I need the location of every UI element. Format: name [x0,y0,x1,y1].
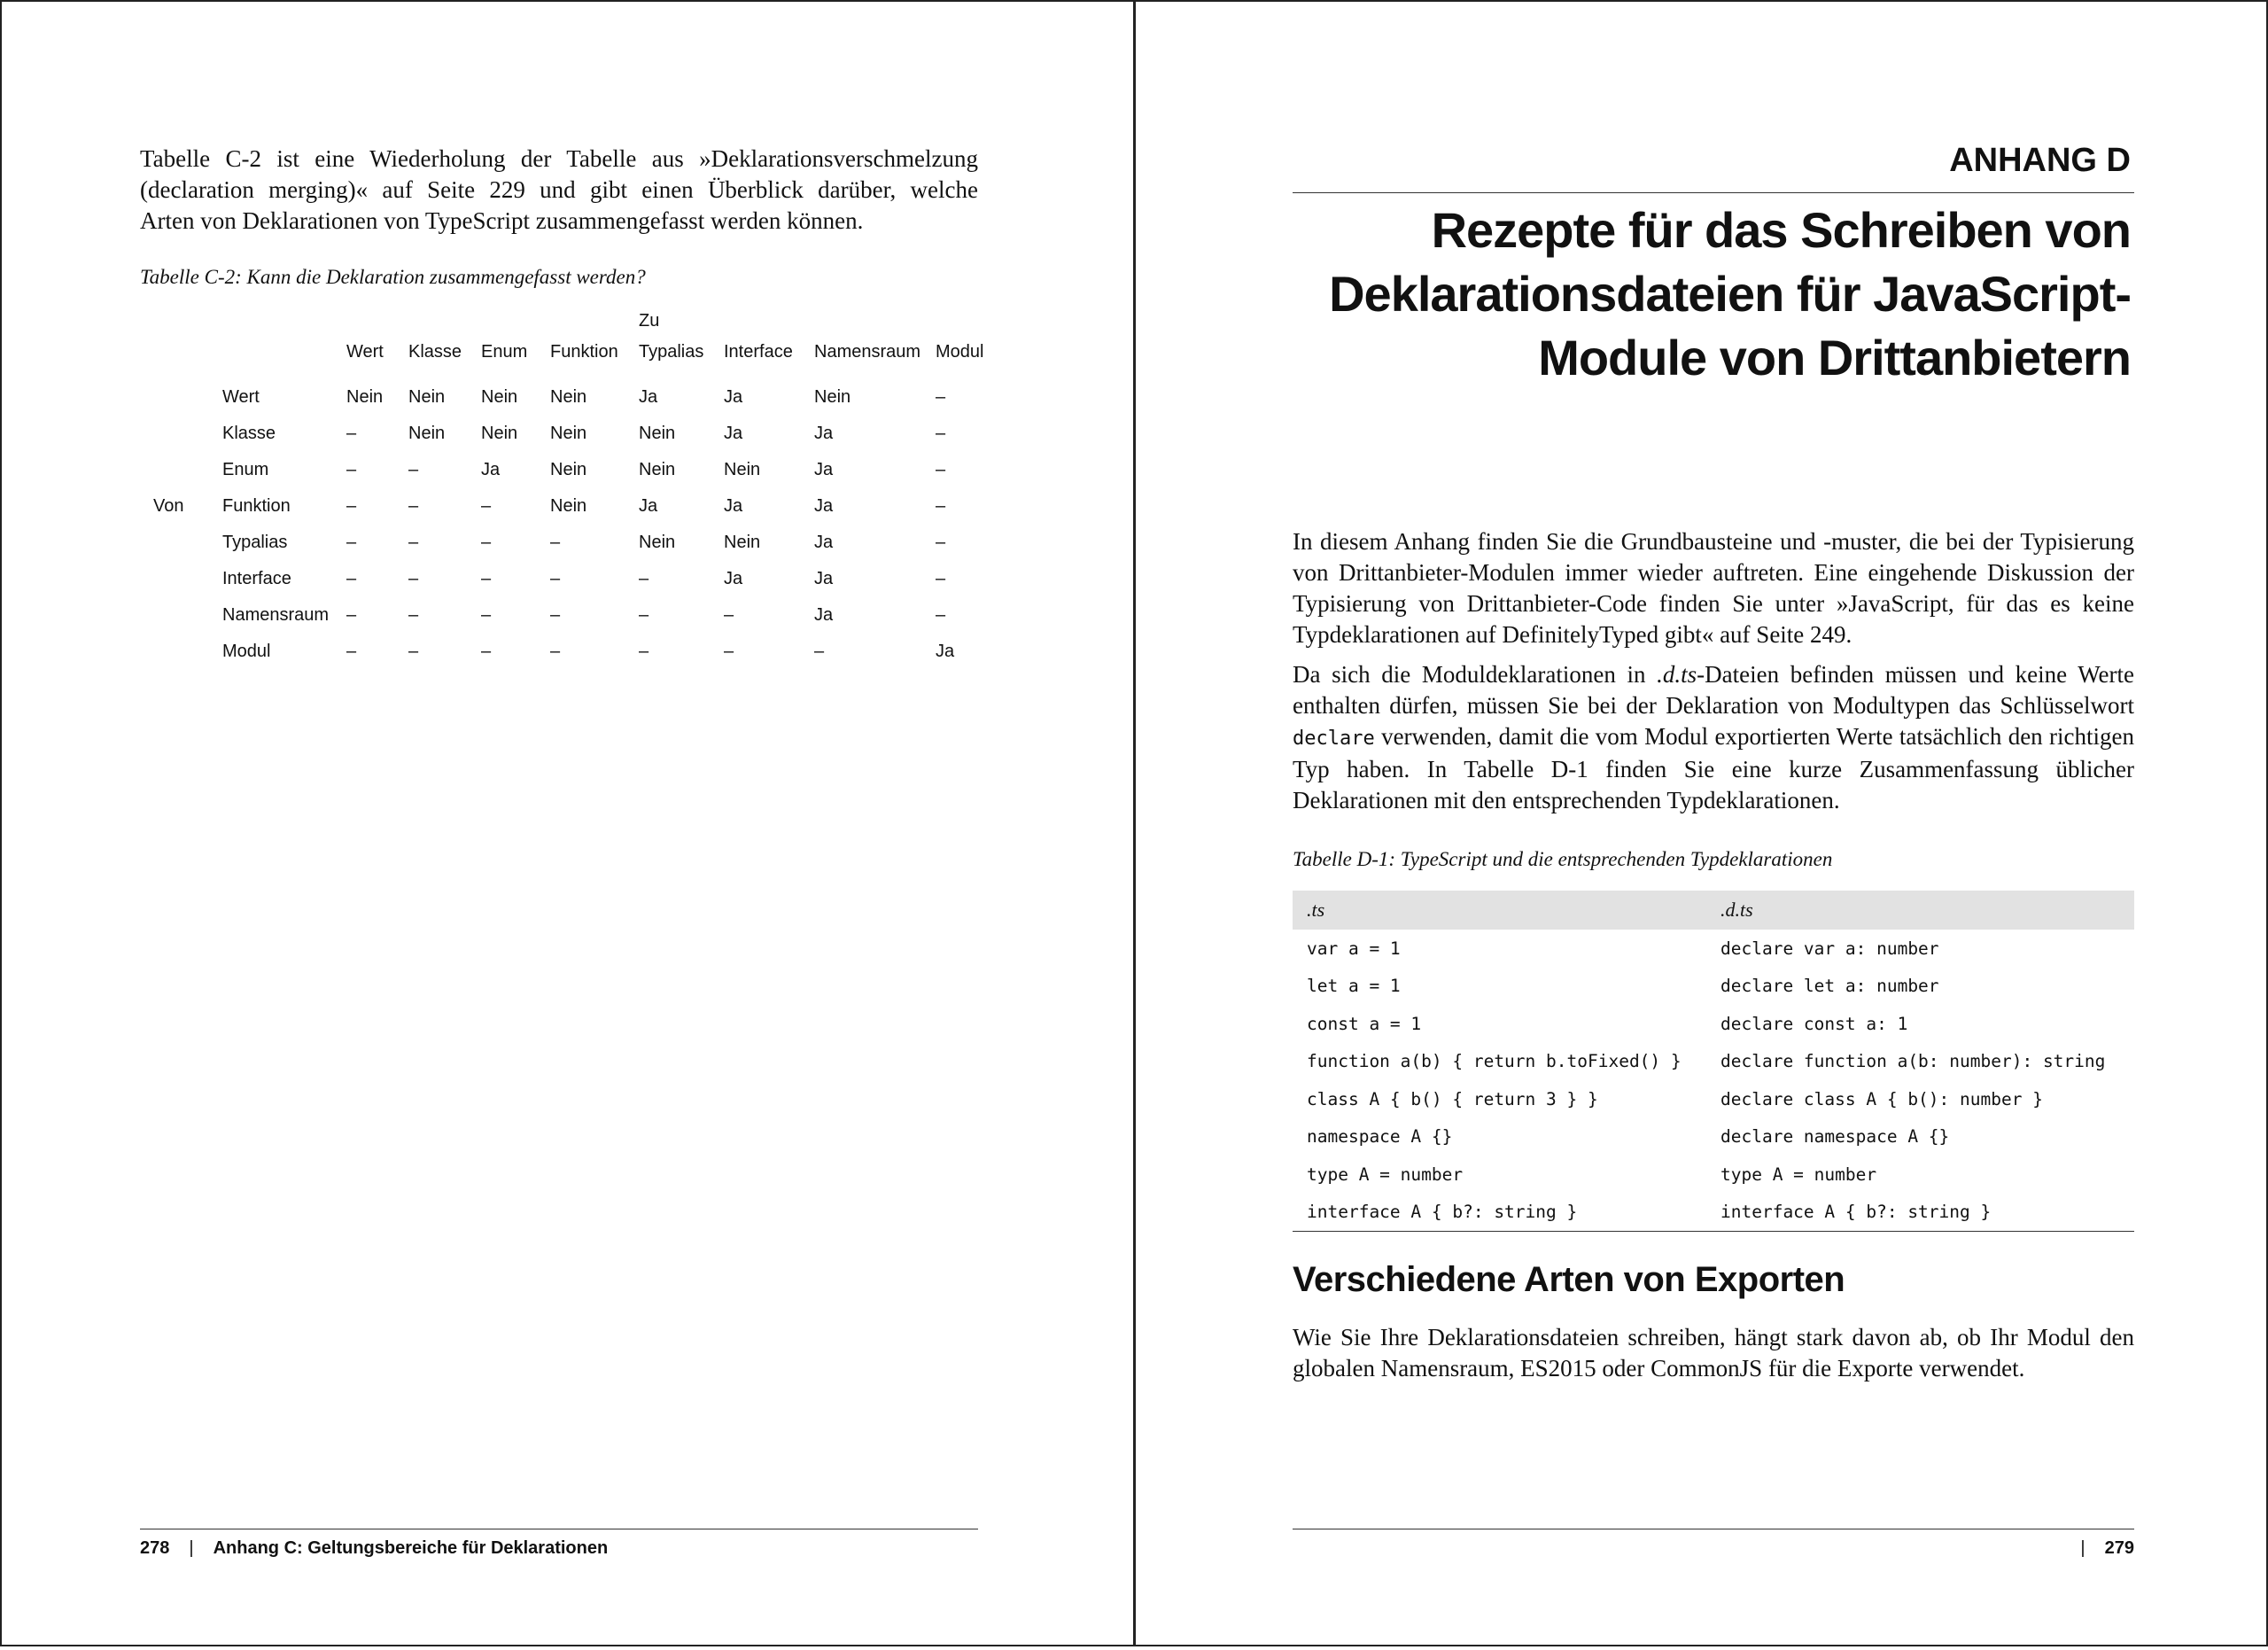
dts-code-cell: declare var a: number [1720,938,1939,959]
table-row [1293,1156,2134,1194]
ts-code-cell: interface A { b?: string } [1307,1202,1578,1223]
header-cell: Modul [936,342,984,362]
body-paragraph-1: In diesem Anhang finden Sie die Grundbausteine und -muster, die bei der Typisierung von Drittanbieter-Modulen immer wieder auftreten. Eine eingehende Diskussion der Typisierung von Drittanbieter-Code finden Sie unter »JavaScript, für das es keine Typdeklarationen auf DefinitelyTyped gibt« auf Seite 249. [1293,528,2134,648]
section-paragraph-wrap [1293,1322,2134,1384]
dts-code-cell: declare const a: 1 [1720,1013,1908,1034]
ts-code-cell: var a = 1 [1307,938,1401,959]
table-cell: – [408,605,419,625]
para2-text: Da sich die Moduldeklarationen in [1293,661,1658,688]
ts-code-cell: let a = 1 [1307,976,1401,997]
dts-code-cell: interface A { b?: string } [1720,1202,1992,1223]
table-c2-caption: Tabelle C-2: Kann die Deklaration zusammengefasst werden? [140,266,646,288]
right-body [1293,526,2134,825]
table-cell: Nein [639,424,676,443]
intro-paragraph [140,144,978,237]
row-label: Klasse [222,424,276,443]
table-cell: – [346,496,357,516]
row-label: Enum [222,460,269,479]
table-cell: Nein [724,533,761,552]
table-cell: – [408,569,419,588]
table-cell: Ja [724,569,743,588]
table-row [140,379,989,416]
dts-code-cell: declare namespace A {} [1720,1126,1950,1148]
right-footer [1293,1529,2134,1559]
table-cell: Ja [724,496,743,516]
table-cell: – [936,569,946,588]
declarations-header-row [1293,891,2134,930]
table-row [140,561,989,597]
table-cell: Ja [936,642,955,661]
section-heading: Verschiedene Arten von Exporten [1293,1260,1845,1299]
table-cell: Nein [550,424,587,443]
para2-text: verwenden, damit die vom Modul exportierten Werte tatsächlich den richtigen Typ haben. In Tabelle D-1 finden Sie eine kurze Zusammenfassung üblicher Deklarationen mit den entsprechenden Typdeklarationen. [1293,723,2134,813]
table-cell: Nein [408,424,446,443]
body-paragraph-2 [1293,659,2134,816]
table-cell: – [639,569,649,588]
table-cell: Nein [346,387,384,407]
table-row [1293,930,2134,968]
table-cell: – [550,569,561,588]
table-row [1293,1080,2134,1118]
table-cell: – [481,605,492,625]
table-cell: Ja [814,460,834,479]
table-cell: – [346,605,357,625]
row-label: Typalias [222,533,288,552]
chapter-label: ANHANG D [1949,142,2131,179]
header-cell: Enum [481,342,528,362]
table-cell: – [936,460,946,479]
table-cell: Ja [724,424,743,443]
table-cell: Ja [814,496,834,516]
row-label: Interface [222,569,291,588]
table-cell: – [936,424,946,443]
intro-line-3: Arten von Deklarationen von TypeScript zusammengefasst werden können. [140,207,864,234]
row-label: Wert [222,387,260,407]
empty-cell [140,634,222,670]
table-cell: Ja [814,533,834,552]
header-cell-zu [639,307,724,379]
table-cell: – [639,605,649,625]
table-row [1293,1043,2134,1081]
page-number: 279 [2104,1538,2134,1558]
table-cell: – [936,387,946,407]
table-cell: Ja [814,569,834,588]
table-row [140,416,989,452]
table-cell: – [550,533,561,552]
merge-table-body [140,379,989,670]
declarations-table [1293,891,2134,1232]
intro-line-1: Tabelle C-2 ist eine Wiederholung der Tabelle aus »Deklarationsverschmelzung [140,145,978,172]
table-row [1293,968,2134,1006]
right-page [1134,0,2268,1646]
table-cell: Nein [550,460,587,479]
table-cell: Nein [481,424,518,443]
table-cell: – [481,569,492,588]
table-row [140,634,989,670]
dts-code-cell: declare function a(b: number): string [1720,1051,2106,1072]
empty-cell [140,525,222,561]
table-cell: Nein [639,533,676,552]
table-cell: – [550,605,561,625]
declarations-table-body [1293,930,2134,1232]
table-cell: Nein [724,460,761,479]
left-footer [140,1529,978,1559]
table-cell: – [481,496,492,516]
table-cell: – [481,533,492,552]
table-cell: Ja [639,387,658,407]
chapter-title [1289,198,2131,390]
ts-code-cell: namespace A {} [1307,1126,1453,1148]
page-number: 278 [140,1538,170,1558]
table-cell: Ja [814,424,834,443]
dts-code-cell: type A = number [1720,1164,1877,1185]
table-cell: Nein [639,460,676,479]
row-label: Namensraum [222,605,330,625]
table-cell: – [814,642,825,661]
table-row [1293,1194,2134,1232]
footer-separator: | [2080,1538,2085,1558]
table-cell: Nein [550,496,587,516]
table-cell: Ja [639,496,658,516]
table-cell: – [346,569,357,588]
table-cell: – [346,460,357,479]
empty-cell [140,379,222,416]
table-row [1293,1005,2134,1043]
merge-table-header-row [140,307,989,379]
table-cell: Ja [481,460,501,479]
table-row [140,525,989,561]
table-cell: – [346,533,357,552]
table-cell: – [481,642,492,661]
header-empty [222,307,346,379]
running-title: Anhang C: Geltungsbereiche für Deklarationen [213,1538,609,1558]
table-cell: – [408,460,419,479]
declare-keyword: declare [1293,728,1375,750]
header-cell: Wert [346,342,384,362]
table-cell: – [346,424,357,443]
chapter-title-line: Rezepte für das Schreiben von [1431,202,2131,258]
von-label: Von [153,496,184,516]
chapter-rule [1293,192,2134,193]
ts-code-cell: type A = number [1307,1164,1464,1185]
header-dts: .d.ts [1706,891,2134,930]
table-cell: – [936,605,946,625]
left-page [0,0,1134,1646]
table-cell: – [639,642,649,661]
intro-line-2: (declaration merging)« auf Seite 229 und gibt einen Überblick darüber, welche [140,176,978,203]
ts-code-cell: const a = 1 [1307,1013,1422,1034]
empty-cell [140,561,222,597]
table-row [1293,1118,2134,1156]
file-extension: .d.ts [1657,661,1697,688]
table-cell: – [724,642,734,661]
table-cell: – [550,642,561,661]
chapter-title-line: Module von Drittanbietern [1538,330,2131,385]
table-row [140,488,989,525]
table-row [140,597,989,634]
merge-table [140,307,989,670]
table-cell: – [936,496,946,516]
table-cell: Nein [408,387,446,407]
footer-separator: | [189,1538,194,1558]
table-cell: – [346,642,357,661]
header-empty [140,307,222,379]
header-ts: .ts [1293,891,1706,930]
table-row [140,452,989,488]
table-cell: Ja [724,387,743,407]
table-cell: – [408,533,419,552]
empty-cell [140,416,222,452]
empty-cell [140,452,222,488]
chapter-title-line: Deklarationsdateien für JavaScript- [1329,266,2131,322]
table-cell: Ja [814,605,834,625]
table-cell: Nein [550,387,587,407]
table-d1-caption: Tabelle D-1: TypeScript und die entsprechenden Typdeklarationen [1293,848,1833,870]
row-label: Funktion [222,496,291,516]
table-cell: – [408,642,419,661]
table-cell: – [936,533,946,552]
table-cell: Nein [814,387,851,407]
dts-code-cell: declare let a: number [1720,976,1939,997]
ts-code-cell: class A { b() { return 3 } } [1307,1088,1598,1109]
row-label: Modul [222,642,271,661]
header-cell: Typalias [639,342,704,362]
header-cell: Funktion [550,342,618,362]
table-cell: Nein [481,387,518,407]
header-cell: Klasse [408,342,462,362]
header-cell: Namensraum [814,342,921,362]
table-cell: – [724,605,734,625]
para2-text: -Dateien befinden müssen und keine Werte enthalten dürfen, müssen Sie bei der Deklaration von Modultypen das Schlüsselwort [1293,661,2134,719]
table-cell: – [408,496,419,516]
ts-code-cell: function a(b) { return b.toFixed() } [1307,1051,1682,1072]
empty-cell [140,597,222,634]
header-cell: Interface [724,342,793,362]
zu-label: Zu [639,311,660,331]
section-paragraph: Wie Sie Ihre Deklarationsdateien schreiben, hängt stark davon ab, ob Ihr Modul den globalen Namensraum, ES2015 oder CommonJS für die Exporte verwendet. [1293,1324,2134,1381]
dts-code-cell: declare class A { b(): number } [1720,1088,2043,1109]
